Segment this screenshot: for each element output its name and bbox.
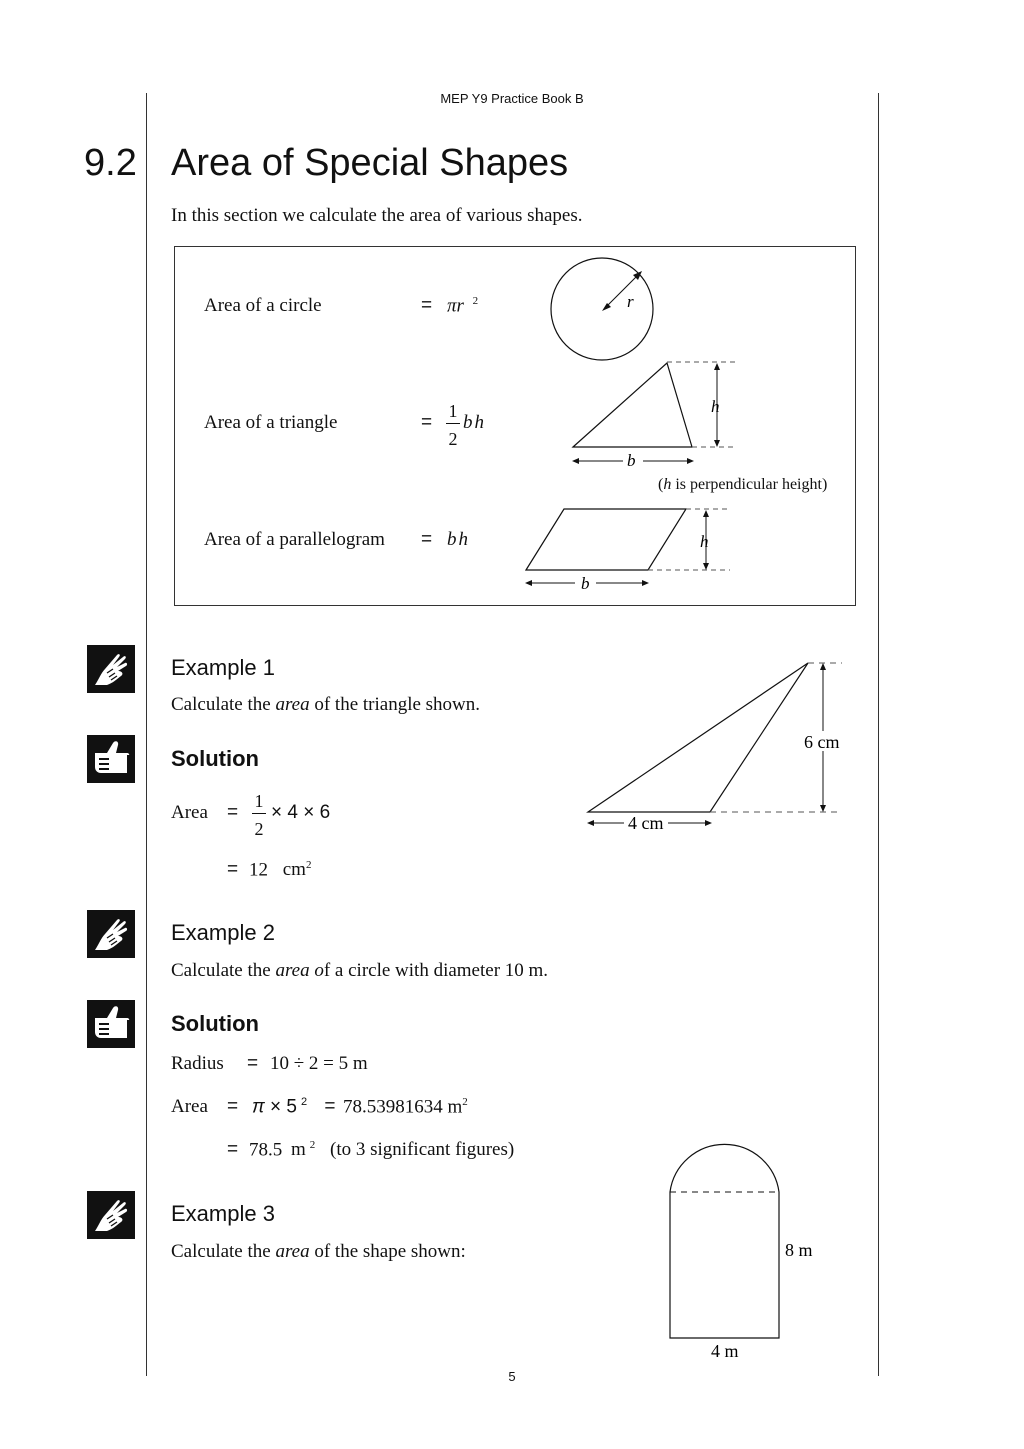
example2-radius-label: Radius [171, 1053, 224, 1074]
circle-formula [447, 295, 478, 317]
triangle-note-rest: is perpendicular height) [671, 476, 828, 493]
triangle-equals: = [421, 412, 433, 433]
example3-question [171, 1241, 466, 1263]
example2-title: Example 2 [171, 920, 275, 945]
example2-area-calc [252, 1096, 335, 1118]
example2-result [249, 1139, 514, 1161]
example2-solution-heading: Solution [171, 1011, 259, 1036]
hand-pointing-icon [87, 645, 135, 693]
example2-result-value: 78.5 [249, 1139, 283, 1161]
example1-result-power: 2 [305, 859, 312, 871]
parallelogram-equals: = [421, 529, 433, 550]
example2-q-emphasis: area o [275, 960, 324, 981]
example2-question [171, 960, 548, 982]
example1-triangle-diagram [580, 655, 850, 835]
example1-area-label: Area [171, 802, 208, 823]
example2-times5: × 5 [270, 1096, 297, 1118]
hand-pointing-icon [87, 1191, 135, 1239]
example3-shape-diagram [660, 1130, 830, 1365]
example3-title: Example 3 [171, 1201, 275, 1226]
example3-width-label: 4 m [711, 1341, 739, 1361]
parallelogram-base-label: b [581, 574, 590, 593]
example1-result-value: 12 [249, 859, 268, 881]
triangle-diagram [565, 355, 745, 475]
example1-frac-num: 1 [254, 791, 264, 811]
example2-result-unit: m [291, 1139, 306, 1161]
example2-q-post: f a circle with diameter 10 m. [323, 960, 549, 981]
example2-q-pre: Calculate the [171, 960, 276, 981]
section-number: 9.2 [84, 142, 137, 184]
parallelogram-height-label: h [700, 532, 709, 551]
hand-pointing-icon [87, 910, 135, 958]
example1-equals-2: = [227, 859, 239, 880]
example3-q-pre: Calculate the [171, 1241, 276, 1262]
triangle-note [658, 476, 827, 494]
example2-value-text: 78.53981634 m [343, 1096, 463, 1118]
triangle-base-label: b [627, 451, 636, 470]
circle-label: Area of a circle [204, 295, 322, 316]
parallelogram-diagram [520, 503, 735, 598]
triangle-frac-bar [446, 423, 460, 424]
right-margin-rule [878, 93, 879, 1376]
example1-q-emphasis: area [275, 694, 310, 715]
triangle-note-open: ( [658, 476, 664, 493]
triangle-height-label: h [711, 397, 720, 416]
triangle-frac-num: 1 [448, 401, 458, 421]
circle-equals: = [421, 295, 433, 316]
example1-result-unit: cm [282, 859, 306, 881]
thumbs-up-icon [87, 1000, 135, 1048]
example1-frac-den: 2 [254, 819, 264, 839]
circle-formula-text: πr [447, 295, 464, 317]
example2-result-power: 2 [309, 1139, 316, 1151]
example1-calc-rest: × 4 × 6 [271, 802, 331, 823]
example2-result-equals: = [227, 1139, 239, 1160]
left-margin-rule [146, 93, 147, 1376]
example2-radius-calc: 10 ÷ 2 = 5 m [270, 1053, 368, 1074]
running-header: MEP Y9 Practice Book B [440, 91, 584, 106]
example1-result [249, 859, 311, 881]
example2-area-label: Area [171, 1096, 208, 1117]
example2-equals-2: = [324, 1096, 336, 1118]
example3-q-post: of the shape shown: [309, 1241, 466, 1262]
example2-value [343, 1096, 468, 1118]
triangle-formula-rest: bh [463, 412, 486, 433]
circle-diagram [545, 255, 661, 365]
page-number: 5 [508, 1369, 516, 1384]
example3-q-emphasis: area [275, 1241, 310, 1262]
example1-q-post: of the triangle shown. [309, 694, 481, 715]
section-title: Area of Special Shapes [171, 142, 569, 184]
intro-text: In this section we calculate the area of various shapes. [171, 205, 583, 226]
example2-value-power: 2 [462, 1096, 468, 1108]
example1-question [171, 694, 480, 716]
example2-result-note: (to 3 significant figures) [330, 1139, 515, 1161]
example2-power: 2 [300, 1096, 308, 1108]
example1-solution-heading: Solution [171, 746, 259, 771]
thumbs-up-icon [87, 735, 135, 783]
example3-height-label: 8 m [785, 1240, 813, 1260]
parallelogram-formula: bh [447, 529, 470, 550]
example2-radius-equals: = [247, 1053, 259, 1074]
parallelogram-label: Area of a parallelogram [204, 529, 385, 550]
example2-pi: π [252, 1096, 265, 1118]
circle-radius-label: r [627, 292, 634, 311]
circle-formula-power: 2 [472, 295, 479, 307]
triangle-label: Area of a triangle [204, 412, 338, 433]
example1-frac-bar [252, 813, 266, 814]
example1-base-label: 4 cm [628, 813, 664, 833]
example1-q-pre: Calculate the [171, 694, 276, 715]
example1-title: Example 1 [171, 655, 275, 680]
example2-area-equals: = [227, 1096, 239, 1117]
triangle-note-h: h [663, 476, 672, 493]
triangle-frac-den: 2 [448, 429, 458, 449]
example1-equals: = [227, 802, 239, 823]
example1-height-label: 6 cm [804, 732, 840, 752]
